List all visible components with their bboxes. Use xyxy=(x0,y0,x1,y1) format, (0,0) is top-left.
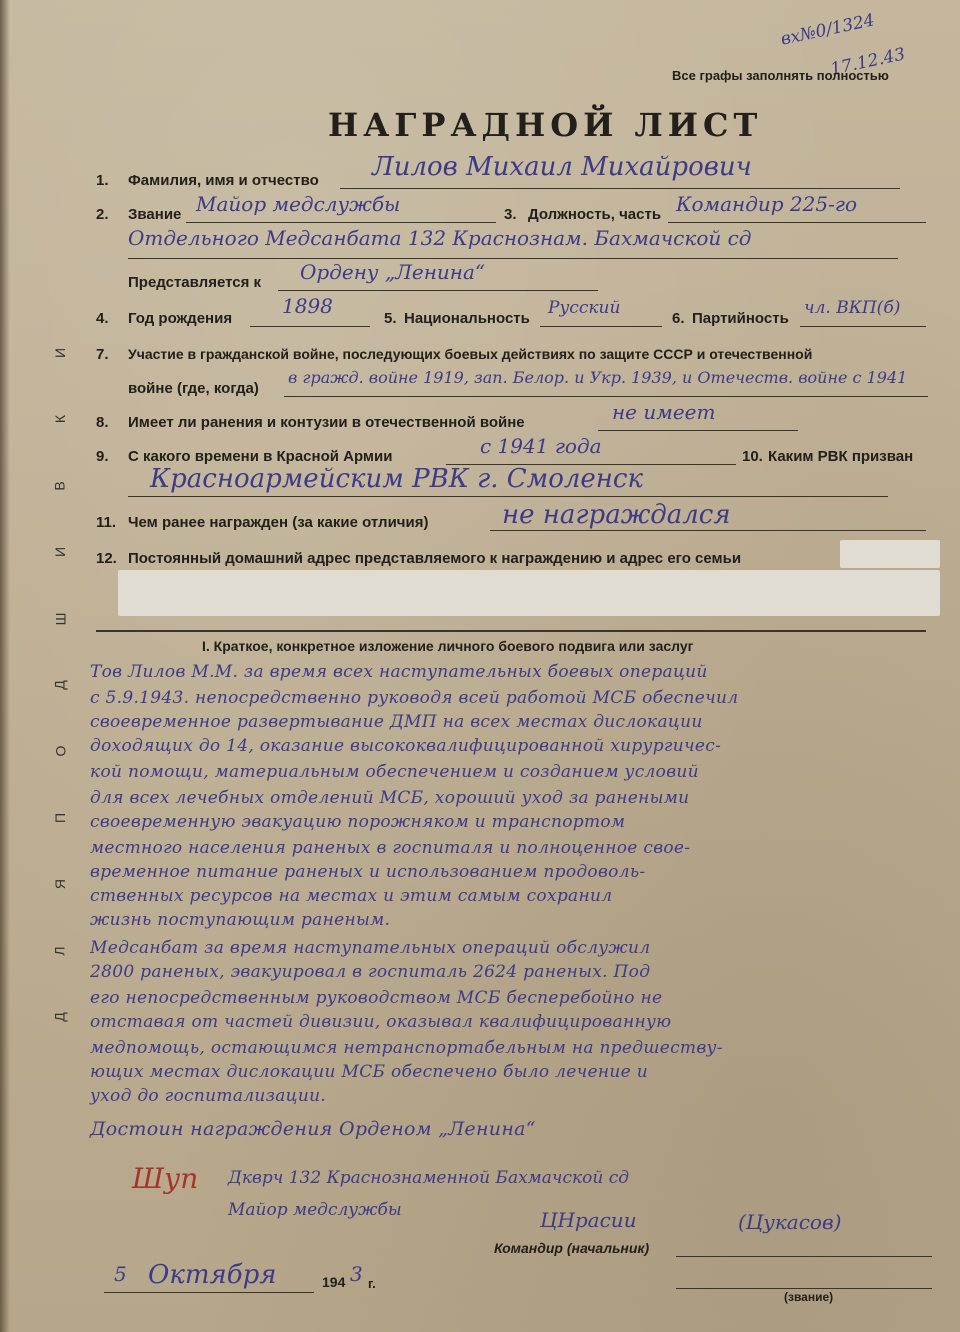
story-line: его непосредственным руководством МСБ бесперебойно не xyxy=(90,988,663,1008)
field-12-number: 12. xyxy=(96,550,117,567)
field-1-label: Фамилия, имя и отчество xyxy=(128,172,319,189)
date-line xyxy=(104,1292,314,1293)
margin-letter: В xyxy=(52,481,68,491)
margin-letter: И xyxy=(52,347,68,359)
field-1-number: 1. xyxy=(96,172,109,189)
story-line: ственных ресурсов на местах и этим самым сохранил xyxy=(90,886,613,906)
instruction-text: Все графы заполнять полностью xyxy=(672,68,889,83)
margin-letter: П xyxy=(52,812,68,823)
field-6-value: чл. ВКП(б) xyxy=(804,298,901,318)
section-heading: I. Краткое, конкретное изложение личного боевого подвига или заслуг xyxy=(202,638,694,654)
field-3-label: Должность, часть xyxy=(528,206,662,223)
field-1-line xyxy=(340,188,900,189)
field-5-value: Русский xyxy=(548,298,621,318)
story-line: кой помощи, материальным обеспечением и созданием условий xyxy=(90,762,699,782)
field-9-label: С какого времени в Красной Армии xyxy=(128,448,393,465)
field-10-label: Каким РВК призван xyxy=(768,448,914,465)
field-11-number: 11. xyxy=(96,514,117,531)
redacted-address xyxy=(840,540,940,568)
margin-letter: О xyxy=(51,745,68,757)
story-line: доходящих до 14, оказание высококвалифицированной хирургичес- xyxy=(90,736,722,756)
story-line: временное питание раненых и использованием продоволь- xyxy=(90,862,646,882)
date-day: 5 xyxy=(114,1262,127,1286)
field-10-number: 10. xyxy=(742,448,763,465)
field-6-label: Партийность xyxy=(692,310,789,327)
rank-line xyxy=(676,1288,932,1289)
field-12-label: Постоянный домашний адрес представляемого к награждению и адрес его семьи xyxy=(128,550,742,567)
section-divider xyxy=(96,630,926,632)
field-6-number: 6. xyxy=(672,310,685,327)
margin-letter: Д xyxy=(51,680,68,690)
field-3-number: 3. xyxy=(504,206,517,223)
field-8-label: Имеет ли ранения и контузии в отечественной войне xyxy=(128,414,525,431)
field-7-line xyxy=(284,396,928,397)
margin-letter: К xyxy=(52,415,68,424)
field-1-value: Лилов Михаил Михайрович xyxy=(372,152,752,182)
story-line: для всех лечебных отделений МСБ, хороший уход за ранеными xyxy=(90,788,690,808)
field-4-number: 4. xyxy=(96,310,109,327)
award-label: Представляется к xyxy=(128,274,262,291)
field-7-number: 7. xyxy=(96,346,109,363)
date-year-digit: 3 xyxy=(350,1262,363,1286)
field-2-number: 2. xyxy=(96,206,109,223)
field-7-label-2: войне (где, когда) xyxy=(128,380,259,397)
field-2-label: Звание xyxy=(128,206,182,223)
commander-name: (Цукасов) xyxy=(738,1210,842,1234)
award-value: Ордену „Ленина“ xyxy=(300,260,486,284)
margin-letter: Д xyxy=(51,1012,68,1022)
story-line: жизнь поступающим раненым. xyxy=(90,910,391,930)
margin-vertical-text xyxy=(40,345,80,1025)
margin-letter: Ш xyxy=(52,612,68,625)
field-9-value: с 1941 года xyxy=(480,434,602,458)
field-5-number: 5. xyxy=(384,310,397,327)
field-6-line xyxy=(800,326,926,327)
signature-line-2: Майор медслужбы xyxy=(228,1200,402,1220)
commander-signature: ЦНрасии xyxy=(540,1208,637,1232)
field-3-value-continued: Отдельного Медсанбата 132 Краснознам. Бахмачской сд xyxy=(128,226,752,250)
field-8-value: не имеет xyxy=(612,400,716,424)
registry-date: 17.12.43 xyxy=(828,44,907,80)
field-5-line xyxy=(540,326,662,327)
story-line: 2800 раненых, эвакуировал в госпиталь 2624 раненых. Под xyxy=(90,962,651,982)
margin-letter: И xyxy=(52,547,68,558)
story-line: Тов Лилов М.М. за время всех наступательных боевых операций xyxy=(90,662,708,682)
story-line: ющих местах дислокации МСБ обеспечено было лечение и xyxy=(90,1062,648,1082)
commander-label: Командир (начальник) xyxy=(494,1240,650,1256)
commander-sign-line xyxy=(676,1256,932,1257)
field-4-line xyxy=(250,326,370,327)
field-5-label: Национальность xyxy=(404,310,530,327)
date-month: Октября xyxy=(148,1260,277,1290)
margin-letter: Л xyxy=(52,945,68,956)
redacted-address-2 xyxy=(118,570,940,616)
story-line: своевременную эвакуацию порожняком и транспортом xyxy=(90,812,626,832)
registry-note: вх№0/1324 xyxy=(778,10,877,50)
field-11-line xyxy=(490,530,926,531)
page-title: НАГРАДНОЙ ЛИСТ xyxy=(328,106,763,144)
story-line: с 5.9.1943. непосредственно руководя всей работой МСБ обеспечил xyxy=(90,688,739,708)
field-2-line xyxy=(186,222,496,223)
field-7-label: Участие в гражданской войне, последующих боевых действиях по защите СССР и отечественной xyxy=(128,346,813,362)
signature-line-1: Дкврч 132 Краснознаменной Бахмачской сд xyxy=(228,1168,630,1188)
story-line: отставая от частей дивизии, оказывал квалифицированную xyxy=(90,1012,672,1032)
margin-letter: Я xyxy=(52,879,68,890)
field-7-value: в гражд. войне 1919, зап. Белор. и Укр. 1939, и Отечеств. войне с 1941 xyxy=(288,368,908,387)
field-2-value: Майор медслужбы xyxy=(196,192,401,216)
story-line: местного населения раненых в госпиталя и полноценное свое- xyxy=(90,838,691,858)
story-line-recommendation: Достоин награждения Орденом „Ленина“ xyxy=(90,1118,536,1140)
field-8-number: 8. xyxy=(96,414,109,431)
field-11-label: Чем ранее награжден (за какие отличия) xyxy=(128,514,429,531)
red-stamp-mark: Шуп xyxy=(132,1162,199,1195)
field-3-line xyxy=(668,222,926,223)
field-3-cont-line xyxy=(128,258,898,259)
field-8-line xyxy=(598,430,798,431)
date-suffix: г. xyxy=(368,1276,376,1291)
field-11-value: не награждался xyxy=(502,500,731,530)
date-year-prefix: 194 xyxy=(322,1274,346,1290)
field-9-number: 9. xyxy=(96,448,109,465)
story-line: уход до госпитализации. xyxy=(90,1086,327,1106)
story-line: Медсанбат за время наступательных операций обслужил xyxy=(90,938,651,958)
field-4-value: 1898 xyxy=(282,294,333,318)
field-10-line xyxy=(128,496,888,497)
field-3-value: Командир 225-го xyxy=(676,192,857,216)
field-10-value: Красноармейским РВК г. Смоленск xyxy=(150,464,644,494)
field-4-label: Год рождения xyxy=(128,310,233,327)
story-line: своевременное развертывание ДМП на всех местах дислокации xyxy=(90,712,703,732)
story-line: медпомощь, остающимся нетранспортабельным на предшеству- xyxy=(90,1038,723,1058)
award-line xyxy=(278,290,598,291)
page-edge-shadow xyxy=(0,0,10,1332)
rank-label: (звание) xyxy=(784,1290,834,1304)
